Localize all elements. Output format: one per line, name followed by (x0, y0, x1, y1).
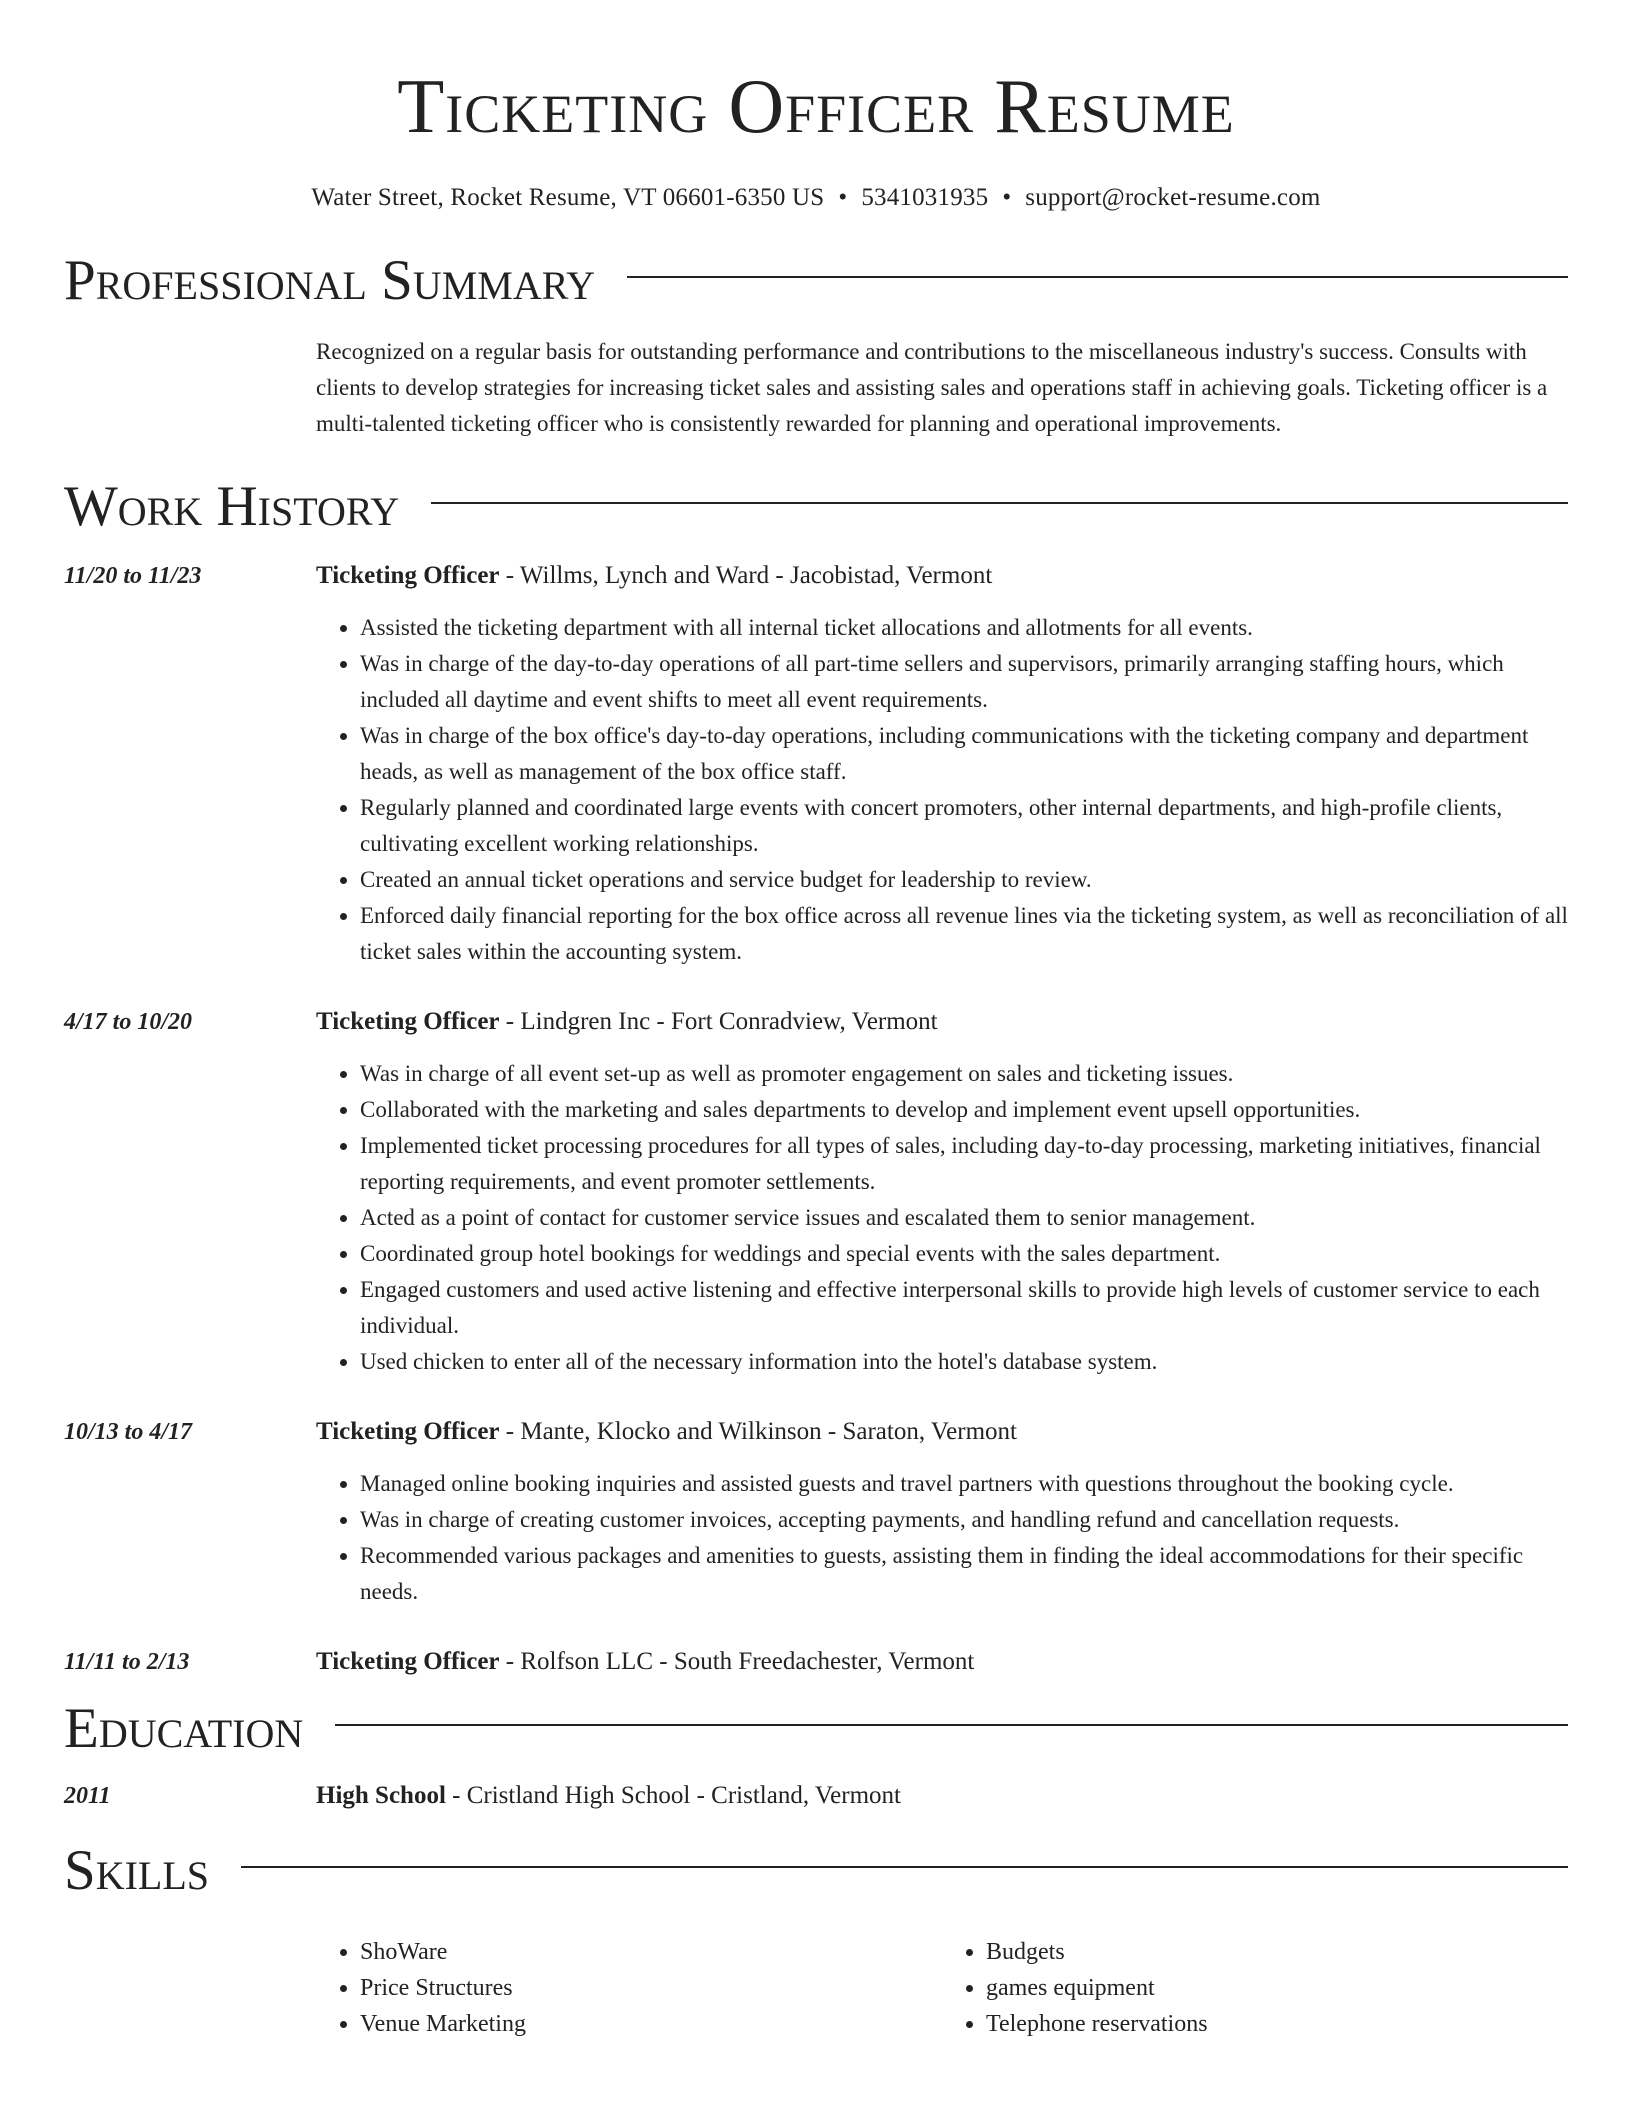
list-item: • Collaborated with the marketing and sales departments to develop and implement event upsell opportunities. (360, 1092, 1568, 1128)
education-heading-text: Education (64, 1697, 304, 1760)
education-line (316, 1778, 1568, 1814)
job-dates: 11/11 to 2/13 (64, 1649, 190, 1675)
job-details: - Willms, Lynch and Ward - Jacobistad, Vermont (499, 562, 993, 589)
list-item: • Acted as a point of contact for customer service issues and escalated them to senior management. (360, 1200, 1568, 1236)
list-item: • Used chicken to enter all of the necessary information into the hotel's database system. (360, 1344, 1568, 1380)
contact-phone: 5341031935 (861, 184, 989, 211)
job-entry (64, 1414, 1568, 1610)
skills-right-column (942, 1934, 1568, 2042)
job-heading (316, 1004, 1568, 1040)
skill-item: • Budgets (986, 1934, 1568, 1970)
skills-left-column (316, 1934, 942, 2042)
list-item: • Was in charge of creating customer invoices, accepting payments, and handling refund and cancellation requests. (360, 1502, 1568, 1538)
job-details: - Lindgren Inc - Fort Conradview, Vermont (499, 1008, 938, 1035)
education-body (316, 1778, 1568, 1814)
list-item: • Coordinated group hotel bookings for weddings and special events with the sales department. (360, 1236, 1568, 1272)
list-item: • Created an annual ticket operations and service budget for leadership to review. (360, 862, 1568, 898)
contact-line (64, 180, 1568, 216)
skill-item: • Venue Marketing (360, 2006, 942, 2042)
job-details: - Rolfson LLC - South Freedachester, Vermont (499, 1648, 975, 1675)
job-body (316, 558, 1568, 970)
job-dates: 11/20 to 11/23 (64, 563, 202, 589)
skills-columns (316, 1934, 1568, 2042)
job-title: Ticketing Officer (316, 562, 500, 589)
job-title: Ticketing Officer (316, 1648, 500, 1675)
skills-heading-text: Skills (64, 1839, 210, 1902)
list-item: • Enforced daily financial reporting for the box office across all revenue lines via the ticketing system, as well as reconciliation of all ticket sales within the accounting system. (360, 898, 1568, 970)
skill-item: • games equipment (986, 1970, 1568, 2006)
education-degree: High School (316, 1782, 446, 1809)
contact-separator: • (838, 184, 848, 211)
work-history-heading (64, 472, 1568, 542)
list-item: • Implemented ticket processing procedures for all types of sales, including day-to-day processing, marketing initiatives, financial reporting requirements, and event promoter settlements. (360, 1128, 1568, 1200)
skill-item: • Telephone reservations (986, 2006, 1568, 2042)
list-item: • Assisted the ticketing department with all internal ticket allocations and allotments for all events. (360, 610, 1568, 646)
list-item: • Recommended various packages and amenities to guests, assisting them in finding the ideal accommodations for their specific needs. (360, 1538, 1568, 1610)
list-item: • Managed online booking inquiries and assisted guests and travel partners with questions throughout the booking cycle. (360, 1466, 1568, 1502)
job-body (316, 1644, 1568, 1680)
contact-separator: • (1002, 184, 1012, 211)
job-dates: 4/17 to 10/20 (64, 1009, 193, 1035)
job-entry (64, 1644, 1568, 1680)
education-year: 2011 (64, 1783, 111, 1809)
work-history-heading-text: Work History (64, 475, 400, 538)
job-title: Ticketing Officer (316, 1008, 500, 1035)
education-entry (64, 1778, 1568, 1814)
skills-heading (64, 1836, 1568, 1906)
skill-item: • Price Structures (360, 1970, 942, 2006)
job-entry (64, 558, 1568, 970)
contact-address: Water Street, Rocket Resume, VT 06601-6350 US (311, 184, 825, 211)
job-heading (316, 558, 1568, 594)
list-item: • Regularly planned and coordinated large events with concert promoters, other internal departments, and high-profile clients, cultivating excellent working relationships. (360, 790, 1568, 862)
job-bullets (316, 1466, 1568, 1610)
list-item: • Was in charge of the box office's day-to-day operations, including communications with the ticketing company and department heads, as well as management of the box office staff. (360, 718, 1568, 790)
list-item: • Was in charge of the day-to-day operations of all part-time sellers and supervisors, primarily arranging staffing hours, which included all daytime and event shifts to meet all event requirements. (360, 646, 1568, 718)
job-details: - Mante, Klocko and Wilkinson - Saraton, Vermont (499, 1418, 1017, 1445)
contact-email: support@rocket-resume.com (1025, 184, 1321, 211)
job-title: Ticketing Officer (316, 1418, 500, 1445)
job-entry (64, 1004, 1568, 1380)
list-item: • Engaged customers and used active listening and effective interpersonal skills to provide high levels of customer service to each individual. (360, 1272, 1568, 1344)
summary-text: Recognized on a regular basis for outstanding performance and contributions to the miscellaneous industry's success. Consults with clients to develop strategies for increasing ticket sales and assisting sales and operations staff in achieving goals. Ticketing officer is a multi-talented ticketing officer who is consistently rewarded for planning and operational improvements. (316, 339, 1548, 436)
summary-heading (64, 246, 1568, 316)
section-rule (431, 502, 1568, 504)
job-bullets (316, 610, 1568, 970)
job-body (316, 1414, 1568, 1610)
section-rule (335, 1724, 1568, 1726)
summary-heading-text: Professional Summary (64, 249, 596, 312)
education-heading (64, 1694, 1568, 1764)
job-heading (316, 1414, 1568, 1450)
job-bullets (316, 1056, 1568, 1380)
job-dates: 10/13 to 4/17 (64, 1419, 193, 1445)
list-item: • Was in charge of all event set-up as well as promoter engagement on sales and ticketing issues. (360, 1056, 1568, 1092)
job-body (316, 1004, 1568, 1380)
section-rule (627, 276, 1568, 278)
section-rule (241, 1866, 1568, 1868)
job-heading (316, 1644, 1568, 1680)
education-details: - Cristland High School - Cristland, Vermont (445, 1782, 901, 1809)
skill-item: • ShoWare (360, 1934, 942, 1970)
page-title: Ticketing Officer Resume (397, 63, 1235, 149)
